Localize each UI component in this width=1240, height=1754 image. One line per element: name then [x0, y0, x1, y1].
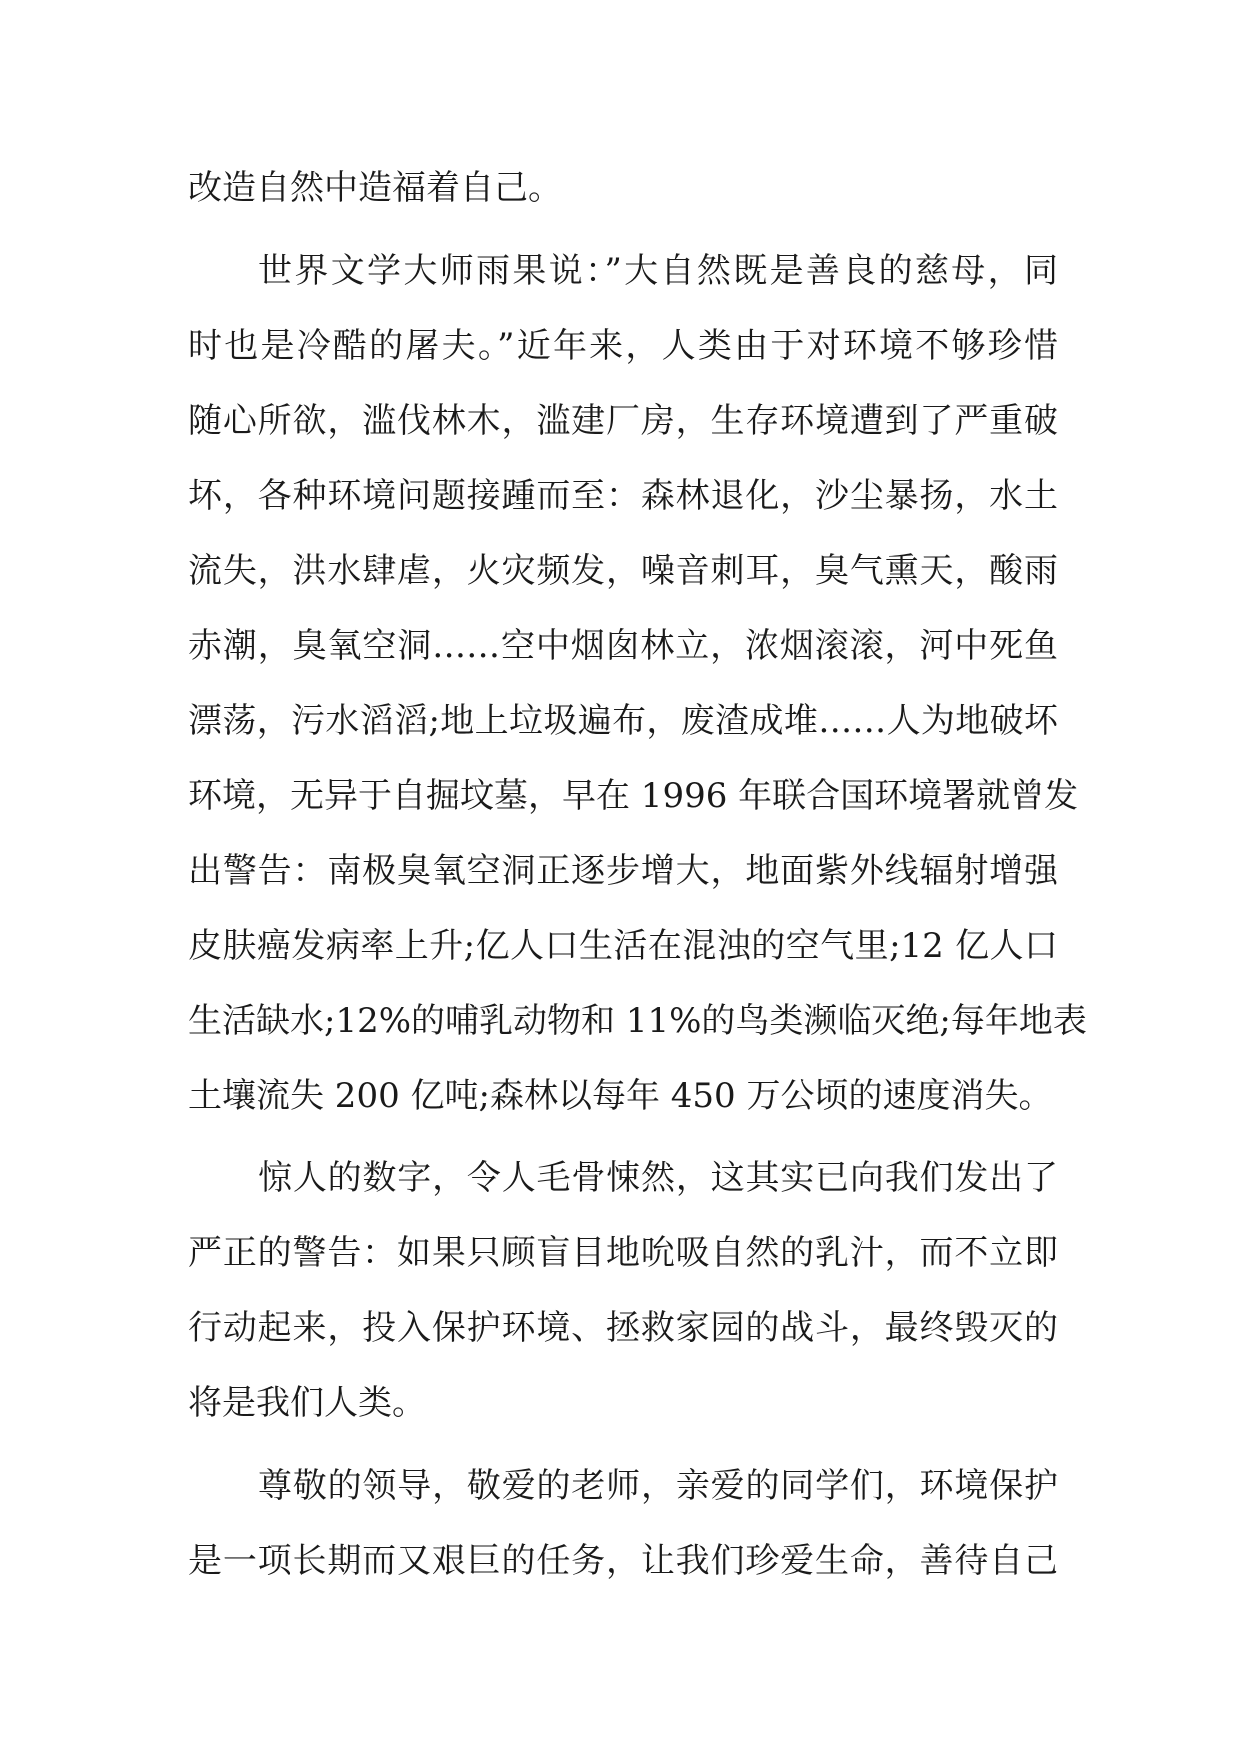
paragraph-line: 环境，无异于自掘坟墓，早在 1996 年联合国环境署就曾发 — [188, 776, 1079, 816]
paragraph-line: 尊敬的领导，敬爱的老师，亲爱的同学们，环境保护 — [258, 1466, 1058, 1506]
paragraph-line: 改造自然中造福着自己。 — [188, 168, 562, 208]
paragraph-line: 流失，洪水肆虐，火灾频发，噪音刺耳，臭气熏天，酸雨 — [188, 551, 1058, 591]
paragraph-line: 随心所欲，滥伐林木，滥建厂房，生存环境遭到了严重破 — [188, 401, 1058, 441]
paragraph-line: 将是我们人类。 — [188, 1383, 426, 1423]
paragraph-line: 坏，各种环境问题接踵而至：森林退化，沙尘暴扬，水土 — [188, 476, 1058, 516]
paragraph-line: 皮肤癌发病率上升;亿人口生活在混浊的空气里;12 亿人口 — [188, 926, 1058, 966]
paragraph-line: 生活缺水;12%的哺乳动物和 11%的鸟类濒临灭绝;每年地表 — [188, 1001, 1087, 1041]
paragraph-line: 严正的警告：如果只顾盲目地吮吸自然的乳汁，而不立即 — [188, 1233, 1058, 1273]
paragraph-line: 世界文学大师雨果说：”大自然既是善良的慈母，同 — [258, 251, 1058, 291]
paragraph-line: 行动起来，投入保护环境、拯救家园的战斗，最终毁灭的 — [188, 1308, 1058, 1348]
paragraph-line: 时也是冷酷的屠夫。”近年来，人类由于对环境不够珍惜 — [188, 326, 1058, 366]
paragraph-line: 惊人的数字，令人毛骨悚然，这其实已向我们发出了 — [258, 1158, 1058, 1198]
paragraph-line: 漂荡，污水滔滔;地上垃圾遍布，废渣成堆……人为地破坏 — [188, 701, 1058, 741]
paragraph-line: 出警告：南极臭氧空洞正逐步增大，地面紫外线辐射增强 — [188, 851, 1058, 891]
paragraph-line: 赤潮，臭氧空洞……空中烟囱林立，浓烟滚滚，河中死鱼 — [188, 626, 1058, 666]
paragraph-line: 是一项长期而又艰巨的任务，让我们珍爱生命，善待自己 — [188, 1541, 1058, 1581]
paragraph-line: 土壤流失 200 亿吨;森林以每年 450 万公顷的速度消失。 — [188, 1076, 1053, 1116]
